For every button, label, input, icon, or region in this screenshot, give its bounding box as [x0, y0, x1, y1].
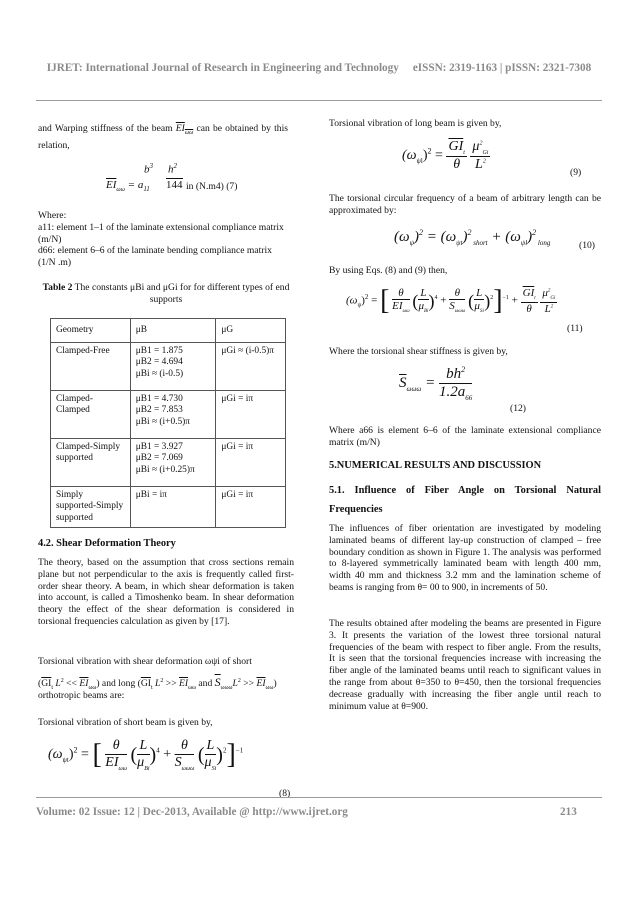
where-d66: d66: element 6–6 of the laminate bending compliance matrix (1/N .m): [38, 245, 272, 269]
long-beam-text: Torsional vibration of long beam is given by,: [329, 118, 502, 129]
table-cell-mub: [130, 391, 216, 439]
eq7-unit: in (N.m4) (7): [186, 181, 238, 192]
where-a11: a11: element 1–1 of the laminate extensional compliance matrix (m/N): [38, 221, 284, 245]
table-row: [51, 343, 286, 391]
table-row: [51, 487, 286, 528]
long-beam-line: [329, 118, 601, 130]
mub-line: μB1 = 4.730: [135, 394, 183, 405]
table-cell-mub: [130, 343, 216, 391]
para-2: [329, 618, 601, 712]
table-cell-mug: μGi = iπ: [216, 391, 286, 439]
running-header: IJRET: International Journal of Research in Engineering and Technology eISSN: 2319-1163 | pISSN: 2321-7308: [46, 62, 592, 74]
equation-9: $(\omega_{\psi l})^2$ = $\frac{\overline{GI}_t}{\theta}$ $\frac{\mu^2_{Gi}}{L^2}$: [402, 139, 489, 172]
eq12-number: (12): [510, 403, 526, 414]
section-5-heading: 5.NUMERICAL RESULTS AND DISCUSSION: [329, 460, 542, 471]
section-4-2-body: [38, 557, 294, 628]
mub-line: μBi = iπ: [135, 490, 167, 501]
orthotropic-line: [38, 690, 294, 702]
torsion-intro-text: Torsional vibration with shear deformation ωψi of short: [38, 656, 252, 667]
section-4-2-heading: 4.2. Shear Deformation Theory: [38, 538, 176, 549]
torsion-intro: [38, 656, 294, 668]
mub-line: μBi ≈ (i+0.25)π: [135, 464, 195, 475]
table-header-cell: Geometry: [51, 319, 131, 343]
short-beam-line: [38, 717, 294, 729]
section-4-2-paragraph: The theory, based on the assumption that cross sections remain plane but not perpendicular to the axis is frequently called first-order shear theory. A beam, in which shear deformation is taken into account, is called a Timoshenko beam. In shear deformation theory the effect of the shear deformation is considered in torsional frequencies calculation as given by [17].: [38, 557, 294, 627]
intro-paragraph: [38, 123, 288, 152]
eq10-number: (10): [579, 240, 595, 251]
eq8-number: (8): [279, 788, 291, 799]
para-1: [329, 523, 601, 594]
a66-para: [329, 425, 601, 449]
intro-text: and Warping stiffness of the beam: [38, 123, 173, 134]
equation-8: $(\omega_{\psi t})^2$ = [ $\frac{\theta}{\overline{EI}_{\omega\omega}}$ ( $\frac{L}{\mu_{Bi}}$ )$^4$ + $\frac{\theta}{\overline{S}_{\omega\omega\omega}}$ ( $\frac{L}{\mu_{Si}}$ )$^2$]$^{-1}$: [48, 738, 244, 772]
mub-line: μB2 = 7.853: [135, 405, 183, 416]
intro-tail: can be obtained by this relation,: [38, 123, 288, 151]
mub-line: μB1 = 3.927: [135, 442, 183, 453]
mub-line: μB2 = 7.069: [135, 453, 183, 464]
a66-text: Where a66 is element 6–6 of the laminate extensional compliance matrix (m/N): [329, 425, 601, 448]
short-beam-text: Torsional vibration of short beam is given by,: [38, 717, 213, 728]
orthotropic-text: orthotropic beams are:: [38, 690, 125, 701]
table-header-cell: μG: [216, 319, 286, 343]
table-caption: [38, 282, 294, 306]
table-cell-geometry: Clamped-Clamped: [51, 391, 131, 439]
table-cell-mug: μGi = iπ: [216, 487, 286, 528]
table-caption-label: Table 2: [42, 282, 73, 293]
beam-conditions: ($\overline{GI}_t$ $L^2 << \overline{EI}_{\omega\omega}$) and long ($\overline{GI}_t$ $L^2 >> \overline{EI}_{\omega\omega}$ and $\overline{S}_{\omega\omega\omega}L^2 >> \overline{EI}_{\omega\omega}$): [38, 675, 277, 692]
footer-left: Volume: 02 Issue: 12 | Dec-2013, Available @ http://www.ijret.org: [36, 806, 348, 818]
footer-rule: [36, 797, 602, 798]
shear-stiff-line: [329, 346, 601, 358]
mub-line: μBi ≈ (i-0.5): [135, 368, 184, 379]
para-1-text: The influences of fiber orientation are investigated by modeling laminated beams of different lay-up construction of clamped – free boundary condition as shown in Figure 1. The analysis was performed to 8-layered symmetrically laminated beam with length 400 mm, width 40 mm and thickness 3.2 mm and the lamination scheme of beams is ranging from θ= 00 to 900, in increments of 50.: [329, 523, 601, 593]
table-cell-mug: μGi ≈ (i-0.5)π: [216, 343, 286, 391]
table-cell-mug: μGi = iπ: [216, 439, 286, 487]
eq11-number: (11): [567, 323, 583, 334]
table-cell-mub: [130, 487, 216, 528]
circ-freq-text: The torsional circular frequency of a beam of arbitrary length can be approximated by:: [329, 193, 601, 216]
equation-11: $(\omega_\psi)^2$ = [ $\frac{\theta}{\overline{EI}_{\omega\omega}}$ ( $\frac{L}{\mu_{Bi}}$ )$^4$ + $\frac{\theta}{\overline{S}_{\omega\omega\omega}}$ ( $\frac{L}{\mu_{Si}}$ )$^2$]$^{-1}$ + $\frac{\overline{GI}_t}{\theta}$ $\frac{\mu^2_{Gi}}{L^2}$: [346, 285, 556, 316]
where-block: [38, 210, 288, 269]
circ-freq-para: [329, 193, 601, 217]
table-caption-text: The constants μBi and μGi for for different types of end supports: [74, 282, 290, 305]
using-eqs: [329, 265, 601, 277]
table-header-row: [51, 319, 286, 343]
equation-10: $(\omega_\psi)^2 = (\omega_{\psi t})^2$ $_{short} + (\omega_{\psi l})^2$ $_{long}$: [394, 228, 551, 247]
section-5-1-heading: [329, 481, 601, 519]
shear-stiff-text: Where the torsional shear stiffness is given by,: [329, 346, 508, 357]
table-cell-geometry: Clamped-Free: [51, 343, 131, 391]
using-eqs-text: By using Eqs. (8) and (9) then,: [329, 265, 448, 276]
table-cell-geometry: Clamped-Simply supported: [51, 439, 131, 487]
table-cell-geometry: Simply supported-Simply supported: [51, 487, 131, 528]
table-row: [51, 391, 286, 439]
mub-line: μBi ≈ (i+0.5)π: [135, 416, 191, 427]
mub-line: μB2 = 4.694: [135, 357, 183, 368]
ew-symbol: $EI_{\omega\omega}$: [175, 123, 194, 136]
table-cell-mub: [130, 439, 216, 487]
table-row: [51, 439, 286, 487]
where-label: Where:: [38, 210, 67, 221]
eq9-number: (9): [570, 167, 582, 178]
footer-page-number: 213: [560, 806, 577, 818]
mub-line: μB1 = 1.875: [135, 346, 183, 357]
section-5-1-text: 5.1. Influence of Fiber Angle on Torsional Natural Frequencies: [329, 485, 601, 515]
left-column: [38, 123, 288, 152]
constants-table: [50, 318, 286, 528]
equation-12: $\overline{S}_{\omega\omega\omega}$ = $\frac{bh^2}{1.2a_{66}}$: [399, 365, 473, 402]
para-2-text: The results obtained after modeling the beams are presented in Figure 3. It presents the variation of the lowest three torsional natural frequencies of the beam with respect to fiber angle. From the results, It is seen that the torsional frequencies increase with increasing the fiber angle of the laminated beams until reach to significant values in the range from about θ=350 to θ=450, then the torsional frequencies decrease gradually with increasing the fiber angle until reach to minimum value at θ=900.: [329, 618, 601, 712]
equation-7: $b^3$ $h^2$ $\overline{EI}_{\omega\omega} = a_{11}$ 144 in (N.m4) (7): [106, 162, 238, 194]
header-rule: [36, 100, 602, 101]
table-header-cell: μB: [130, 319, 216, 343]
